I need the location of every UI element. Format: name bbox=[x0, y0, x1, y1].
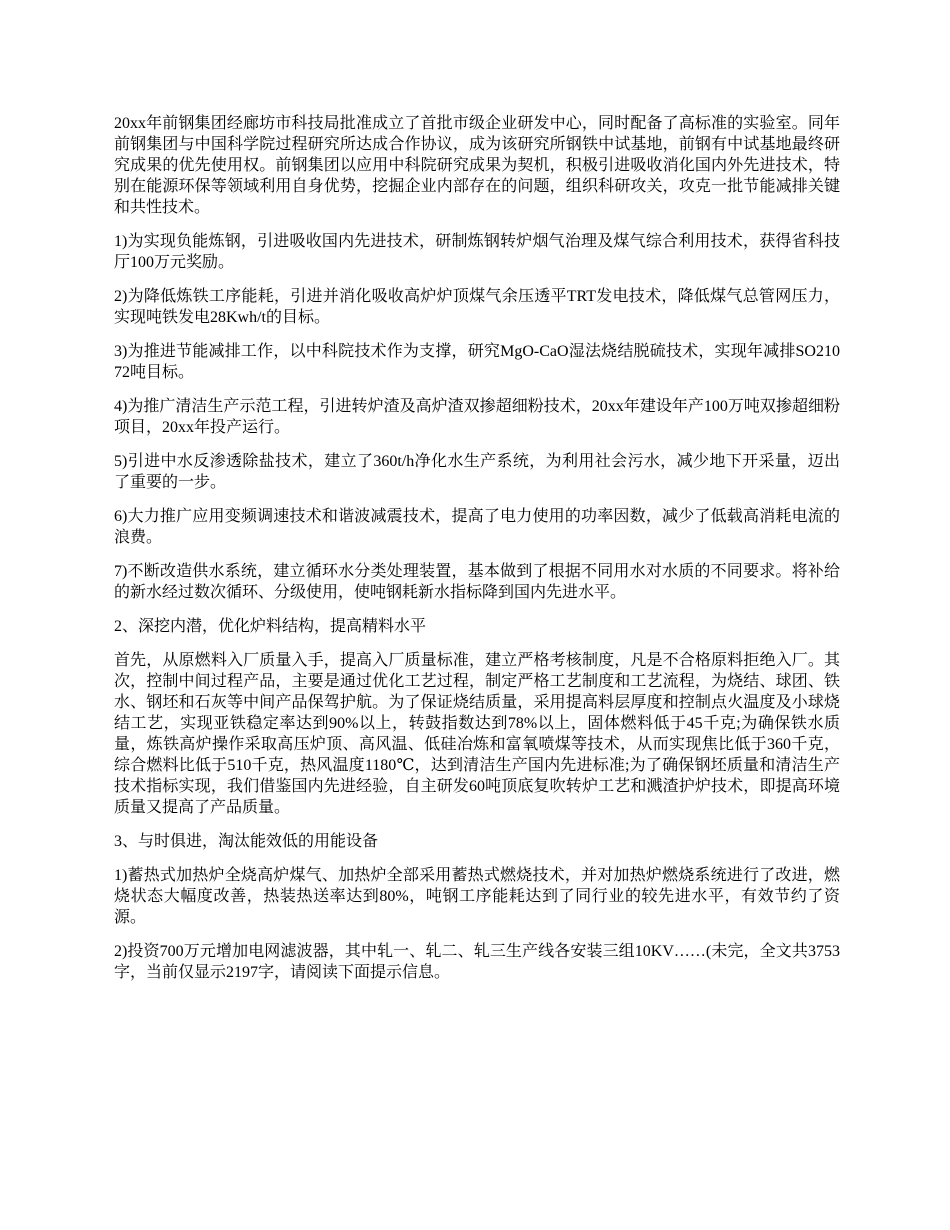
section-heading-2: 2、深挖内潜，优化炉料结构，提高精料水平 bbox=[114, 618, 427, 635]
document-body bbox=[114, 113, 840, 996]
section-2-paragraph: 首先，从原燃料入厂质量入手，提高入厂质量标准，建立严格考核制度，凡是不合格原料拒绝入厂。其次，控制中间过程产品，主要是通过优化工艺过程，制定严格工艺制度和工艺流程，为烧结、球团、铁水、钢坯和石灰等中间产品保驾护航。为了保证烧结质量，采用提高料层厚度和控制点火温度及小球烧结工艺，实现亚铁稳定率达到90%以上，转鼓指数达到78%以上，固体燃料低于45千克;为确保铁水质量，炼铁高炉操作采取高压炉顶、高风温、低硅冶炼和富氧喷煤等技术，从而实现焦比低于360千克，综合燃料比低于510千克，热风温度1180℃，达到清洁生产国内先进标准;为了确保钢坯质量和清洁生产技术指标实现，我们借鉴国内先进经验，自主研发60吨顶底复吹转炉工艺和溅渣护炉技术，即提高环境质量又提高了产品质量。 bbox=[114, 652, 840, 816]
section-3-item-2: 2)投资700万元增加电网滤波器，其中轧一、轧二、轧三生产线各安装三组10KV……(未完，全文共3753字，当前仅显示2197字，请阅读下面提示信息。 bbox=[114, 943, 840, 981]
list-item-7: 7)不断改造供水系统，建立循环水分类处理装置，基本做到了根据不同用水对水质的不同要求。将补给的新水经过数次循环、分级使用，使吨钢耗新水指标降到国内先进水平。 bbox=[114, 563, 840, 601]
list-item-3: 3)为推进节能减排工作，以中科院技术作为支撑，研究MgO-CaO湿法烧结脱硫技术，实现年减排SO21072吨目标。 bbox=[114, 343, 840, 381]
list-item-1: 1)为实现负能炼钢，引进吸收国内先进技术，研制炼钢转炉烟气治理及煤气综合利用技术，获得省科技厅100万元奖励。 bbox=[114, 233, 840, 271]
list-item-2: 2)为降低炼铁工序能耗，引进并消化吸收高炉炉顶煤气余压透平TRT发电技术，降低煤气总管网压力，实现吨铁发电28Kwh/t的目标。 bbox=[114, 288, 840, 326]
list-item-6: 6)大力推广应用变频调速技术和谐波减震技术，提高了电力使用的功率因数，减少了低载高消耗电流的浪费。 bbox=[114, 508, 840, 546]
section-3-item-1: 1)蓄热式加热炉全烧高炉煤气、加热炉全部采用蓄热式燃烧技术，并对加热炉燃烧系统进行了改进，燃烧状态大幅度改善，热装热送率达到80%，吨钢工序能耗达到了同行业的较先进水平，有效节约了资源。 bbox=[114, 867, 840, 926]
section-heading-3: 3、与时俱进，淘汰能效低的用能设备 bbox=[114, 833, 379, 850]
list-item-5: 5)引进中水反渗透除盐技术，建立了360t/h净化水生产系统，为利用社会污水，减少地下开采量，迈出了重要的一步。 bbox=[114, 453, 840, 491]
list-item-4: 4)为推广清洁生产示范工程，引进转炉渣及高炉渣双掺超细粉技术，20xx年建设年产100万吨双掺超细粉项目，20xx年投产运行。 bbox=[114, 398, 840, 436]
intro-paragraph: 20xx年前钢集团经廊坊市科技局批准成立了首批市级企业研发中心，同时配备了高标准的实验室。同年前钢集团与中国科学院过程研究所达成合作协议，成为该研究所钢铁中试基地，前钢有中试基地最终研究成果的优先使用权。前钢集团以应用中科院研究成果为契机，积极引进吸收消化国内外先进技术，特别在能源环保等领域利用自身优势，挖掘企业内部存在的问题，组织科研攻关，攻克一批节能减排关键和共性技术。 bbox=[114, 115, 840, 216]
